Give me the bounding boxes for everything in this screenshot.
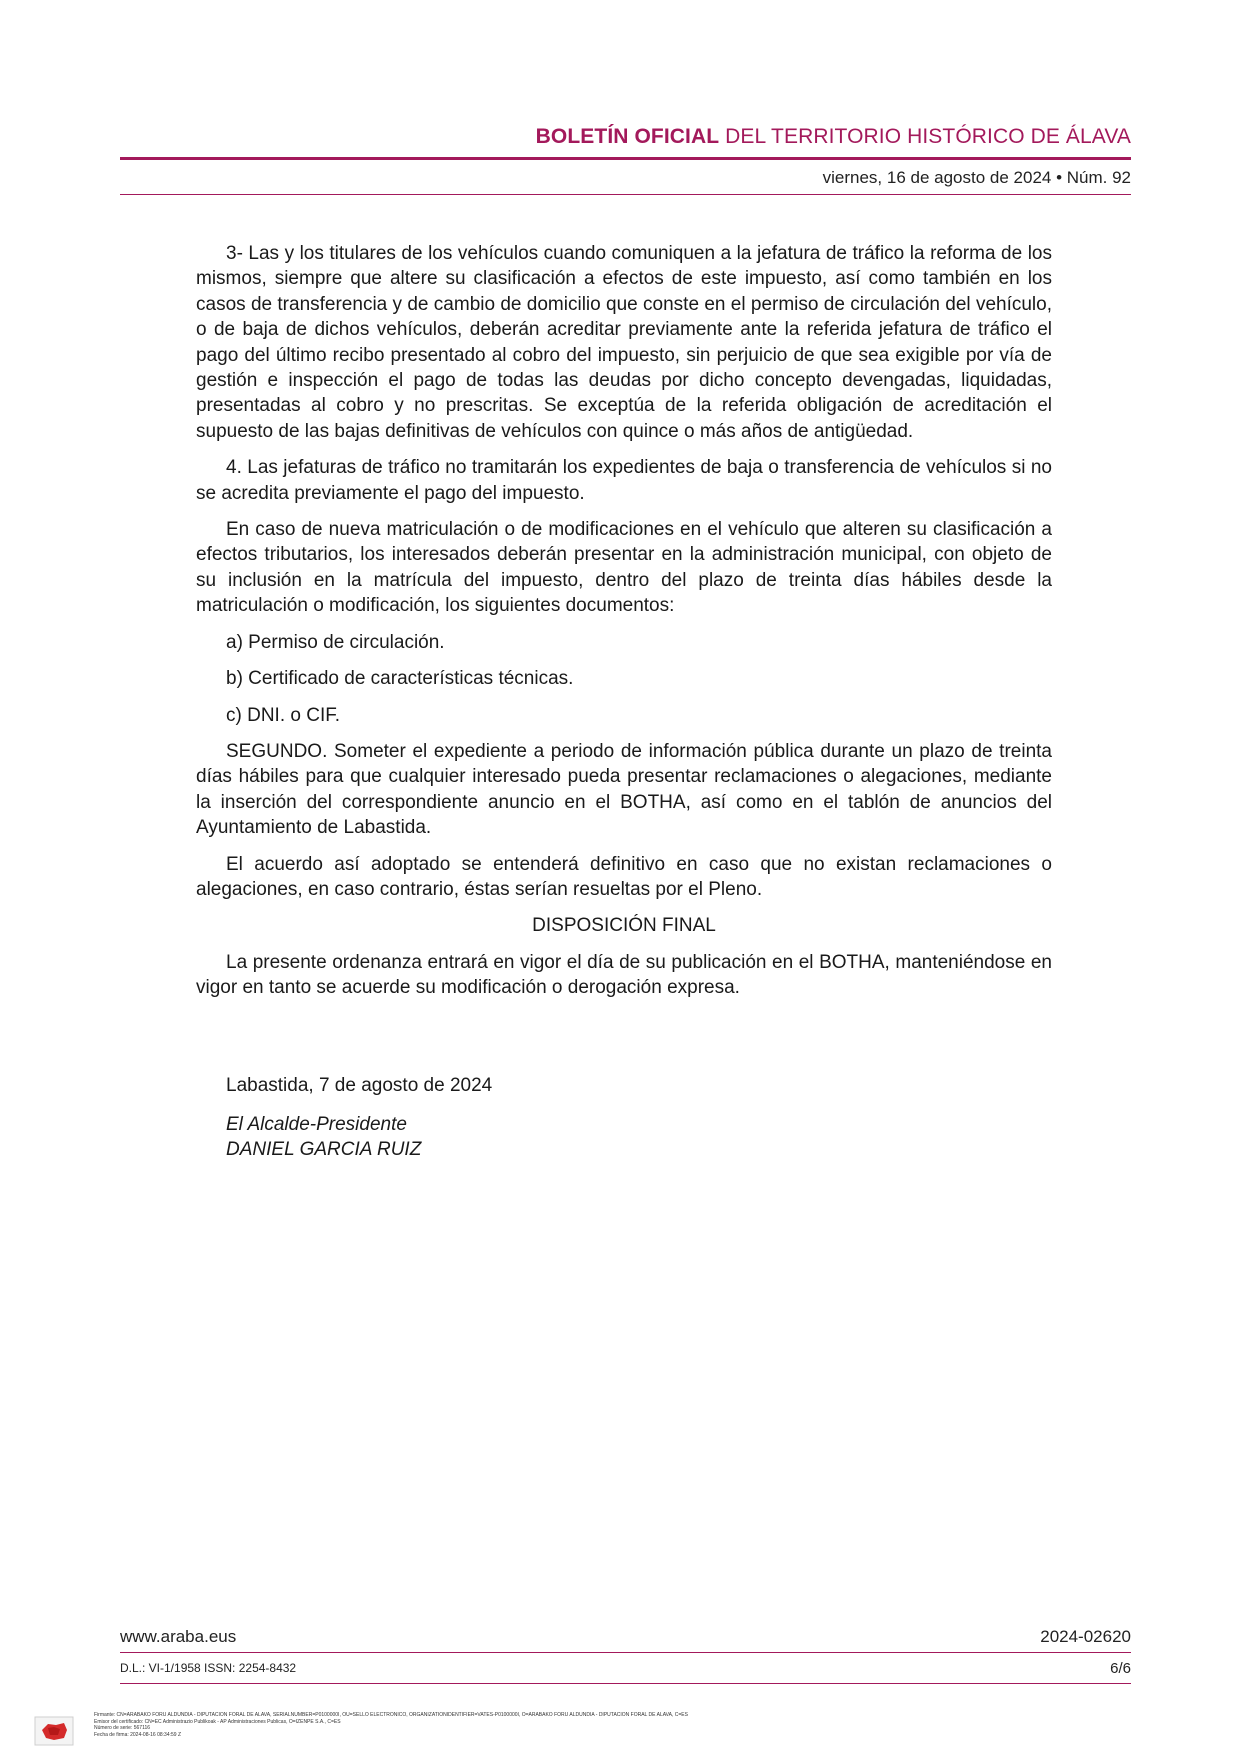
seal-icon — [34, 1716, 74, 1746]
list-item-a: a) Permiso de circulación. — [226, 631, 445, 653]
website-link[interactable]: www.araba.eus — [120, 1627, 237, 1646]
place-date: Labastida, 7 de agosto de 2024 — [226, 1075, 493, 1096]
issue-date: viernes, 16 de agosto de 2024 • Núm. 92 — [822, 168, 1131, 187]
page-number: 6/6 — [1110, 1660, 1131, 1677]
paragraph-segundo: SEGUNDO. Someter el expediente a periodo de información pública durante un plazo de treinta días hábiles para que cualquier interesado pueda presentar reclamaciones o alegaciones, mediante la inserción del correspondiente anuncio en el BOTHA, así como en el tablón de anuncios del Ayuntamiento de Labastida. — [196, 740, 1052, 839]
document-number: 2024-02620 — [1040, 1627, 1131, 1646]
list-item-b: b) Certificado de características técnicas. — [226, 668, 574, 690]
header-rule — [120, 157, 1131, 160]
digital-signature-info — [94, 1712, 854, 1738]
document-body — [196, 241, 1052, 1012]
paragraph-4: 4. Las jefaturas de tráfico no tramitarán los expedientes de baja o transferencia de vehículos si no se acredita previamente el pago del impuesto. — [196, 457, 1052, 504]
paragraph-final: La presente ordenanza entrará en vigor el día de su publicación en el BOTHA, manteniéndose en vigor en tanto se acuerde su modificación o derogación expresa. — [196, 951, 1052, 999]
signature-info-line: Número de serie: 567116 — [94, 1725, 151, 1731]
signature-block — [226, 1112, 421, 1162]
header-date-rule — [120, 194, 1131, 195]
signer-name: DANIEL GARCIA RUIZ — [226, 1139, 422, 1160]
bulletin-title-bold: BOLETÍN OFICIAL — [535, 125, 720, 148]
paragraph-3: 3- Las y los titulares de los vehículos cuando comuniquen a la jefatura de tráfico la reforma de los mismos, siempre que altere su clasificación a efectos de este impuesto, así como también en los casos de transferencia y de cambio de domicilio que conste en el permiso de circulación del vehículo, o de baja de dichos vehículos, deberán acreditar previamente ante la referida jefatura de tráfico el pago del último recibo presentado al cobro del impuesto, sin perjuicio de que sea exigible por vía de gestión e inspección el pago de todas las deudas por dicho concepto devengadas, liquidadas, presentadas al cobro y no prescritas. Se exceptúa de la referida obligación de acreditación el supuesto de las bajas definitivas de vehículos con quince o más años de antigüedad. — [196, 243, 1052, 442]
paragraph-new-registration: En caso de nueva matriculación o de modificaciones en el vehículo que alteren su clasificación a efectos tributarios, los interesados deberán presentar en la administración municipal, con objeto de su inclusión en la matrícula del impuesto, dentro del plazo de treinta días hábiles desde la matriculación o modificación, los siguientes documentos: — [196, 519, 1052, 617]
paragraph-acuerdo: El acuerdo así adoptado se entenderá definitivo en caso que no existan reclamaciones o alegaciones, en caso contrario, éstas serían resueltas por el Pleno. — [196, 853, 1052, 900]
section-heading: DISPOSICIÓN FINAL — [532, 915, 716, 937]
legal-deposit: D.L.: VI-1/1958 ISSN: 2254-8432 — [120, 1661, 297, 1675]
signer-role: El Alcalde-Presidente — [226, 1114, 407, 1135]
bulletin-title-rest: DEL TERRITORIO HISTÓRICO DE ÁLAVA — [719, 125, 1131, 148]
signature-info-line: Emisor del certificado: CN=EC Administrazio Publikoak - AP Administraciones Publicas, O=IZENPE S.A., C=ES — [94, 1718, 341, 1725]
footer-rule-bottom — [120, 1683, 1131, 1684]
footer-rule-top — [120, 1652, 1131, 1653]
signature-info-line: Firmante: CN=ARABAKO FORU ALDUNDIA - DIPUTACIÓN FORAL DE ALAVA, SERIALNUMBER=P0100000I, OU=SELLO ELECTRONICO, ORGANIZATIONIDENTIFIER=VATES-P0100000I, O=ARABAKO FORU ALDUNDIA - DIPUTACIÓN FORAL DE ALAVA, C=ES — [94, 1712, 688, 1718]
bulletin-title — [536, 125, 1131, 149]
list-item-c: c) DNI. o CIF. — [226, 704, 341, 726]
signature-info-line: Fecha de firma: 2024-08-16 08:34:59 Z — [94, 1731, 181, 1738]
